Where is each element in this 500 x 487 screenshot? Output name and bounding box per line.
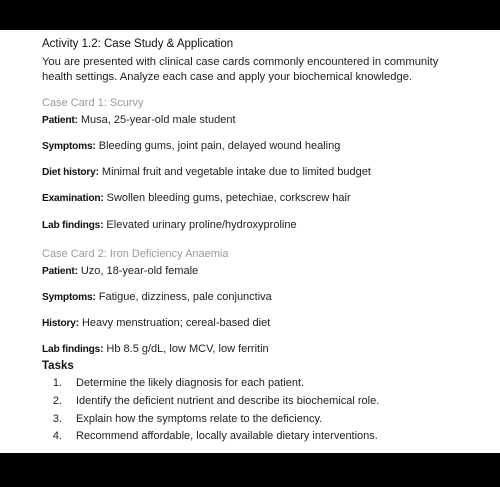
case2-patient-value: Uzo, 18-year-old female xyxy=(80,265,199,277)
case1-diet-value: Minimal fruit and vegetable intake due to limited budget xyxy=(101,166,371,178)
document-page xyxy=(0,30,500,453)
case2-history-label: History: xyxy=(42,318,79,329)
case1-lab-label: Lab findings: xyxy=(42,220,104,231)
task-text: Identify the deficient nutrient and describe its biochemical role. xyxy=(76,395,380,407)
case2-lab-label: Lab findings: xyxy=(42,344,104,355)
task-number: 1. xyxy=(52,377,62,389)
case2-patient-label: Patient: xyxy=(42,266,78,277)
case2-symptoms xyxy=(42,291,272,303)
case2-history-value: Heavy menstruation; cereal-based diet xyxy=(81,317,271,329)
case1-lab xyxy=(42,219,297,231)
case1-diet xyxy=(42,166,371,178)
activity-intro: You are presented with clinical case cards commonly encountered in community health settings. Analyze each case and apply your biochemical knowledge. xyxy=(42,56,439,83)
case2-lab-value: Hb 8.5 g/dL, low MCV, low ferritin xyxy=(106,343,269,355)
task-number: 3. xyxy=(52,413,62,425)
task-text: Explain how the symptoms relate to the deficiency. xyxy=(76,413,323,425)
case1-exam-label: Examination: xyxy=(42,193,104,204)
case1-symptoms-value: Bleeding gums, joint pain, delayed wound healing xyxy=(98,140,341,152)
task-item xyxy=(38,413,322,425)
case1-patient-label: Patient: xyxy=(42,115,78,126)
task-text: Determine the likely diagnosis for each patient. xyxy=(76,377,305,389)
case2-symptoms-value: Fatigue, dizziness, pale conjunctiva xyxy=(98,291,272,303)
case2-lab xyxy=(42,343,269,355)
task-text: Recommend affordable, locally available dietary interventions. xyxy=(76,430,378,442)
case1-symptoms xyxy=(42,140,340,152)
task-item xyxy=(38,377,304,389)
case1-diet-label: Diet history: xyxy=(42,167,99,178)
task-item xyxy=(38,430,378,442)
task-number: 2. xyxy=(52,395,62,407)
tasks-heading: Tasks xyxy=(42,360,74,372)
activity-title: Activity 1.2: Case Study & Application xyxy=(42,38,234,50)
case2-history xyxy=(42,317,270,329)
case1-lab-value: Elevated urinary proline/hydroxyproline xyxy=(106,219,297,231)
case1-heading: Case Card 1: Scurvy xyxy=(42,97,144,109)
task-number: 4. xyxy=(52,430,62,442)
case2-heading: Case Card 2: Iron Deficiency Anaemia xyxy=(42,248,229,260)
case1-exam-value: Swollen bleeding gums, petechiae, corkscrew hair xyxy=(106,192,351,204)
case1-patient-value: Musa, 25-year-old male student xyxy=(80,114,236,126)
case2-symptoms-label: Symptoms: xyxy=(42,292,96,303)
case1-symptoms-label: Symptoms: xyxy=(42,141,96,152)
task-item xyxy=(38,395,379,407)
case1-exam xyxy=(42,192,351,204)
case2-patient xyxy=(42,265,198,277)
case1-patient xyxy=(42,114,236,126)
